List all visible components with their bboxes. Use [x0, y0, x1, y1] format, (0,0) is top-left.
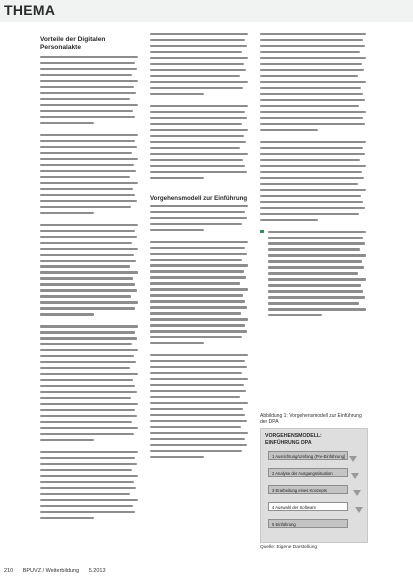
text-line — [260, 195, 361, 197]
text-line — [40, 140, 135, 142]
text-line — [40, 254, 134, 256]
text-line — [150, 105, 248, 107]
text-line — [40, 116, 135, 118]
text-line — [40, 373, 138, 375]
text-line — [150, 378, 248, 380]
text-line — [40, 391, 137, 393]
text-line — [150, 396, 240, 398]
text-line — [150, 63, 244, 65]
text-line — [40, 158, 138, 160]
text-line — [150, 81, 248, 83]
text-line — [260, 207, 365, 209]
text-line — [150, 33, 248, 35]
text-line — [40, 164, 134, 166]
model-figure — [260, 413, 368, 565]
text-line — [268, 260, 362, 262]
figure-caption: Abbildung 1: Vorgehensmodell zur Einführung der DPA — [260, 413, 362, 425]
text-line — [150, 253, 247, 255]
text-line — [260, 69, 364, 71]
publication-name: BPUVZ / Weiterbildung — [22, 568, 80, 574]
text-line — [150, 153, 248, 155]
text-line — [150, 75, 240, 77]
text-line — [40, 313, 94, 315]
text-line — [268, 254, 366, 256]
article-heading-model: Vorgehensmodell zur Einführung — [150, 194, 248, 202]
text-line — [150, 324, 245, 326]
text-line — [150, 282, 240, 284]
paragraph-lines — [40, 325, 138, 441]
text-column-3 — [260, 33, 366, 408]
text-line — [40, 110, 133, 112]
text-line — [40, 343, 132, 345]
text-line — [40, 295, 131, 297]
text-line — [268, 308, 366, 310]
text-line — [150, 366, 247, 368]
text-line — [150, 229, 204, 231]
text-line — [268, 296, 365, 298]
text-line — [260, 141, 366, 143]
text-line — [150, 217, 247, 219]
text-line — [268, 284, 361, 286]
text-line — [40, 74, 132, 76]
text-line — [40, 122, 94, 124]
text-line — [40, 433, 134, 435]
text-column-2 — [150, 33, 248, 558]
text-line — [260, 189, 366, 191]
text-line — [40, 134, 138, 136]
page-number: 210 — [4, 568, 14, 574]
paragraph-lines — [260, 141, 366, 221]
text-line — [260, 177, 364, 179]
text-line — [150, 129, 248, 131]
text-line — [40, 469, 132, 471]
text-line — [268, 266, 364, 268]
section-label: THEMA — [4, 2, 56, 18]
text-line — [260, 123, 365, 125]
text-line — [40, 331, 135, 333]
text-line — [40, 307, 135, 309]
text-line — [40, 517, 94, 519]
text-line — [150, 135, 244, 137]
text-line — [268, 272, 358, 274]
text-line — [150, 288, 248, 290]
text-line — [40, 98, 130, 100]
text-line — [40, 457, 135, 459]
text-line — [40, 463, 137, 465]
text-line — [40, 355, 134, 357]
text-line — [40, 421, 132, 423]
text-line — [260, 165, 366, 167]
text-line — [150, 69, 246, 71]
text-column-1 — [40, 33, 138, 558]
text-line — [260, 201, 363, 203]
header-bar — [0, 0, 413, 22]
text-line — [260, 111, 366, 113]
text-line — [260, 105, 359, 107]
text-line — [150, 384, 244, 386]
paragraph-lines — [150, 33, 248, 95]
model-step: 4 Auswahl der Software — [268, 502, 348, 511]
text-line — [150, 117, 247, 119]
issue-number: 5.2013 — [88, 568, 106, 574]
text-line — [150, 165, 245, 167]
paragraph-lines — [150, 354, 248, 458]
paragraph-lines — [150, 205, 248, 231]
text-line — [150, 87, 243, 89]
model-diagram-title: VORGEHENSMODELL: EINFÜHRUNG DPA — [265, 433, 322, 446]
page-footer — [4, 566, 409, 576]
text-line — [40, 182, 138, 184]
paragraph-lines — [260, 33, 366, 131]
text-line — [40, 68, 137, 70]
text-line — [260, 57, 366, 59]
paragraph-lines — [40, 134, 138, 214]
model-step: 1 Ausrichtung/Umfang (Pre-Einführung) — [268, 451, 348, 460]
text-line — [268, 314, 322, 316]
text-line — [40, 104, 138, 106]
paragraph-lines — [150, 241, 248, 345]
text-line — [260, 81, 366, 83]
text-line — [268, 242, 365, 244]
paragraph-lines — [40, 451, 138, 519]
text-line — [40, 248, 138, 250]
text-line — [150, 147, 240, 149]
text-line — [40, 176, 130, 178]
text-line — [40, 283, 135, 285]
text-line — [150, 141, 246, 143]
text-line — [150, 57, 248, 59]
paragraph-lines — [40, 224, 138, 316]
text-line — [150, 264, 248, 266]
text-line — [150, 420, 247, 422]
text-line — [150, 51, 242, 53]
text-line — [40, 242, 132, 244]
text-line — [40, 146, 137, 148]
figure-source: Quelle: Eigene Darstellung — [260, 545, 318, 550]
text-line — [150, 318, 248, 320]
text-line — [260, 33, 366, 35]
text-line — [150, 159, 243, 161]
text-line — [150, 312, 241, 314]
text-line — [40, 265, 130, 267]
text-line — [40, 361, 136, 363]
text-line — [150, 408, 243, 410]
text-line — [40, 511, 135, 513]
text-line — [40, 80, 138, 82]
text-line — [150, 444, 247, 446]
text-line — [40, 86, 134, 88]
text-line — [40, 493, 130, 495]
text-line — [150, 300, 245, 302]
model-step: 3 Erarbeitung eines Konzepts — [268, 485, 348, 494]
text-line — [40, 409, 135, 411]
article-heading-benefits: Vorteile der Digitalen Personalakte — [40, 36, 106, 51]
text-line — [150, 330, 247, 332]
text-line — [40, 325, 138, 327]
text-line — [260, 99, 365, 101]
step-arrow-icon — [351, 473, 359, 479]
text-line — [150, 211, 245, 213]
text-line — [150, 306, 247, 308]
text-line — [40, 230, 135, 232]
text-line — [40, 367, 130, 369]
text-line — [260, 213, 359, 215]
text-line — [150, 390, 246, 392]
text-line — [260, 171, 362, 173]
text-line — [150, 456, 204, 458]
paragraph-lines — [40, 56, 138, 124]
text-line — [260, 93, 363, 95]
text-line — [260, 219, 318, 221]
bullet-item — [260, 231, 366, 317]
text-line — [268, 278, 366, 280]
step-arrow-icon — [353, 490, 361, 496]
text-line — [150, 223, 242, 225]
text-line — [150, 426, 241, 428]
paragraph-lines — [268, 231, 366, 317]
text-line — [40, 505, 133, 507]
model-step: 5 Einführung — [268, 519, 348, 528]
text-line — [40, 260, 136, 262]
text-line — [150, 171, 247, 173]
text-line — [150, 294, 243, 296]
text-line — [260, 87, 361, 89]
text-line — [260, 183, 358, 185]
text-line — [150, 354, 248, 356]
text-line — [260, 39, 363, 41]
text-line — [150, 432, 248, 434]
text-line — [40, 451, 138, 453]
text-line — [150, 39, 245, 41]
text-line — [268, 290, 363, 292]
text-line — [260, 159, 360, 161]
text-line — [40, 277, 133, 279]
text-line — [150, 450, 242, 452]
text-line — [150, 336, 242, 338]
text-line — [40, 271, 138, 273]
text-line — [40, 92, 136, 94]
text-line — [40, 289, 137, 291]
text-line — [260, 129, 318, 131]
text-line — [268, 302, 359, 304]
text-line — [150, 93, 204, 95]
text-line — [40, 475, 138, 477]
text-line — [40, 481, 134, 483]
text-line — [40, 385, 135, 387]
text-line — [40, 403, 138, 405]
paragraph-lines — [150, 105, 248, 179]
text-line — [260, 117, 363, 119]
text-line — [40, 194, 135, 196]
text-line — [40, 439, 94, 441]
step-arrow-icon — [355, 507, 363, 513]
text-line — [40, 188, 133, 190]
text-line — [40, 170, 136, 172]
text-line — [40, 487, 136, 489]
text-line — [150, 123, 242, 125]
text-line — [150, 247, 245, 249]
text-line — [260, 153, 365, 155]
text-line — [40, 212, 94, 214]
text-line — [150, 241, 248, 243]
text-line — [40, 56, 138, 58]
text-line — [268, 231, 366, 233]
model-step: 2 Analyse der Ausgangssituation — [268, 468, 348, 477]
bullet-marker — [260, 230, 264, 234]
text-line — [40, 236, 137, 238]
text-line — [150, 402, 248, 404]
text-line — [40, 349, 138, 351]
text-line — [150, 177, 204, 179]
text-line — [150, 276, 246, 278]
text-line — [40, 206, 131, 208]
text-line — [40, 152, 132, 154]
text-line — [40, 337, 137, 339]
text-line — [150, 45, 247, 47]
text-line — [150, 111, 245, 113]
text-line — [150, 414, 245, 416]
text-line — [40, 397, 131, 399]
text-line — [40, 62, 135, 64]
text-line — [40, 499, 138, 501]
step-arrow-icon — [349, 456, 357, 462]
text-line — [268, 237, 363, 239]
text-line — [260, 63, 362, 65]
text-line — [260, 45, 365, 47]
text-line — [40, 224, 138, 226]
text-line — [40, 379, 133, 381]
model-diagram — [260, 428, 368, 543]
text-line — [150, 259, 242, 261]
text-line — [40, 427, 138, 429]
text-line — [150, 205, 248, 207]
text-line — [260, 147, 363, 149]
text-line — [40, 200, 137, 202]
text-line — [150, 270, 244, 272]
text-line — [150, 372, 242, 374]
text-line — [150, 342, 204, 344]
text-line — [260, 75, 358, 77]
text-line — [150, 438, 245, 440]
text-line — [40, 415, 137, 417]
text-line — [40, 301, 138, 303]
text-line — [268, 248, 360, 250]
text-line — [150, 360, 245, 362]
text-line — [260, 51, 360, 53]
